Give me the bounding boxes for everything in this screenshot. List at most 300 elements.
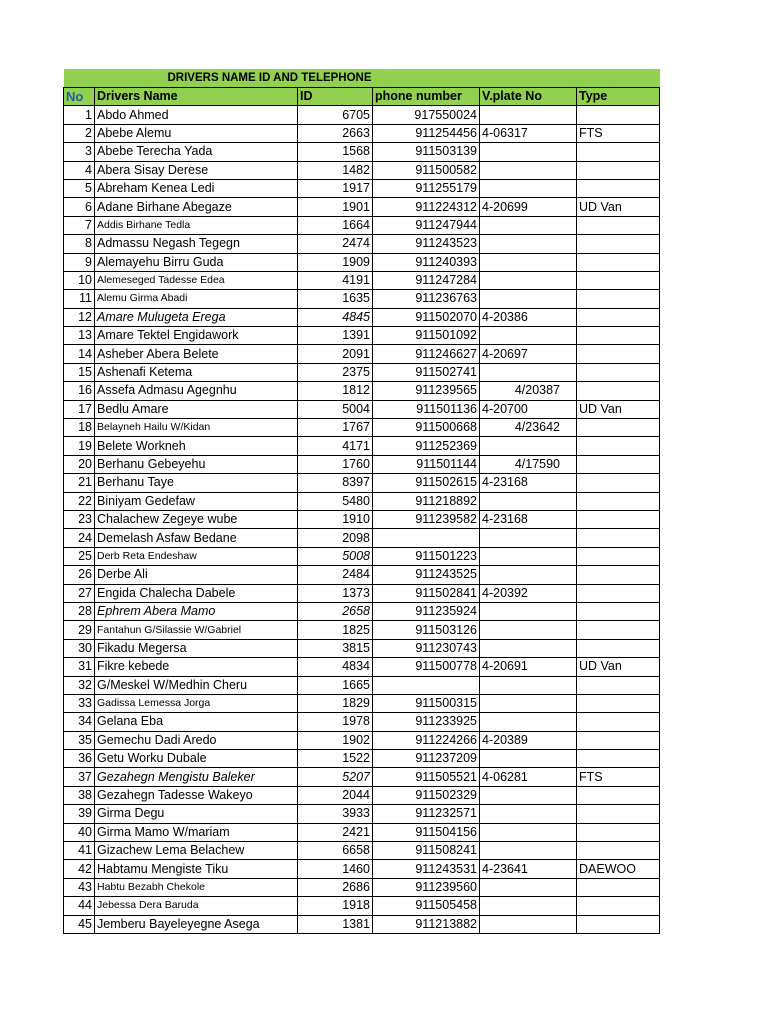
cell-name: Getu Worku Dubale (95, 750, 298, 768)
cell-phone: 911239565 (373, 382, 480, 400)
cell-no: 38 (64, 786, 95, 804)
cell-id: 5008 (298, 547, 373, 565)
cell-id: 1568 (298, 143, 373, 161)
cell-plate: 4/23642 (480, 419, 577, 437)
header-id: ID (298, 88, 373, 106)
cell-name: Demelash Asfaw Bedane (95, 529, 298, 547)
cell-phone: 917550024 (373, 106, 480, 124)
cell-plate (480, 786, 577, 804)
cell-type (577, 382, 660, 400)
cell-phone: 911254456 (373, 124, 480, 142)
cell-no: 7 (64, 216, 95, 234)
cell-name: Ephrem Abera Mamo (95, 602, 298, 620)
cell-plate: 4-06317 (480, 124, 577, 142)
cell-id: 2484 (298, 566, 373, 584)
cell-id: 6705 (298, 106, 373, 124)
cell-id: 2421 (298, 823, 373, 841)
cell-plate (480, 253, 577, 271)
cell-phone: 911505521 (373, 768, 480, 786)
cell-type (577, 805, 660, 823)
cell-type (577, 842, 660, 860)
cell-no: 26 (64, 566, 95, 584)
cell-name: Biniyam Gedefaw (95, 492, 298, 510)
table-row (64, 437, 660, 455)
cell-type (577, 345, 660, 363)
cell-phone: 911213882 (373, 915, 480, 933)
table-row (64, 676, 660, 694)
cell-name: Amare Mulugeta Erega (95, 308, 298, 326)
cell-plate (480, 750, 577, 768)
cell-type (577, 584, 660, 602)
sheet-title: DRIVERS NAME ID AND TELEPHONE (64, 69, 660, 88)
cell-type (577, 621, 660, 639)
cell-id: 5207 (298, 768, 373, 786)
cell-no: 18 (64, 419, 95, 437)
cell-no: 8 (64, 235, 95, 253)
cell-phone: 911239560 (373, 878, 480, 896)
table-row (64, 750, 660, 768)
cell-no: 25 (64, 547, 95, 565)
cell-type (577, 547, 660, 565)
cell-plate (480, 547, 577, 565)
table-row (64, 786, 660, 804)
cell-type (577, 419, 660, 437)
cell-type (577, 327, 660, 345)
cell-no: 9 (64, 253, 95, 271)
cell-plate: 4-20699 (480, 198, 577, 216)
cell-id: 1767 (298, 419, 373, 437)
cell-name: Gezahegn Tadesse Wakeyo (95, 786, 298, 804)
cell-type (577, 823, 660, 841)
cell-name: Abdo Ahmed (95, 106, 298, 124)
table-row (64, 915, 660, 933)
cell-type: DAEWOO (577, 860, 660, 878)
cell-id: 2098 (298, 529, 373, 547)
cell-no: 6 (64, 198, 95, 216)
cell-no: 31 (64, 658, 95, 676)
cell-plate (480, 179, 577, 197)
cell-name: Fantahun G/Silassie W/Gabriel (95, 621, 298, 639)
cell-no: 40 (64, 823, 95, 841)
cell-type (577, 878, 660, 896)
table-row (64, 198, 660, 216)
table-row (64, 474, 660, 492)
cell-plate (480, 897, 577, 915)
table-row (64, 566, 660, 584)
cell-type (577, 474, 660, 492)
cell-id: 1909 (298, 253, 373, 271)
cell-name: Asheber Abera Belete (95, 345, 298, 363)
cell-phone: 911243531 (373, 860, 480, 878)
cell-plate (480, 566, 577, 584)
cell-phone: 911502070 (373, 308, 480, 326)
cell-phone: 911246627 (373, 345, 480, 363)
cell-type (577, 161, 660, 179)
cell-phone: 911502615 (373, 474, 480, 492)
cell-id: 1825 (298, 621, 373, 639)
cell-id: 2044 (298, 786, 373, 804)
cell-name: Berhanu Gebeyehu (95, 455, 298, 473)
cell-type (577, 731, 660, 749)
cell-plate (480, 290, 577, 308)
cell-no: 12 (64, 308, 95, 326)
cell-id: 1665 (298, 676, 373, 694)
cell-id: 5480 (298, 492, 373, 510)
cell-name: Belete Workneh (95, 437, 298, 455)
table-row (64, 345, 660, 363)
cell-name: Bedlu Amare (95, 400, 298, 418)
cell-plate: 4-20389 (480, 731, 577, 749)
cell-id: 1760 (298, 455, 373, 473)
cell-id: 1917 (298, 179, 373, 197)
cell-plate: 4-20392 (480, 584, 577, 602)
cell-no: 43 (64, 878, 95, 896)
cell-type (577, 602, 660, 620)
cell-no: 15 (64, 363, 95, 381)
cell-name: Abebe Alemu (95, 124, 298, 142)
cell-type: FTS (577, 768, 660, 786)
cell-phone: 911243525 (373, 566, 480, 584)
cell-no: 19 (64, 437, 95, 455)
cell-plate: 4/20387 (480, 382, 577, 400)
cell-name: Derbe Ali (95, 566, 298, 584)
table-row (64, 842, 660, 860)
cell-no: 4 (64, 161, 95, 179)
cell-name: Ashenafi Ketema (95, 363, 298, 381)
cell-phone: 911502329 (373, 786, 480, 804)
cell-phone: 911502841 (373, 584, 480, 602)
cell-phone: 911500582 (373, 161, 480, 179)
header-row (64, 88, 660, 106)
cell-phone: 911505458 (373, 897, 480, 915)
cell-name: Fikadu Megersa (95, 639, 298, 657)
cell-type (577, 290, 660, 308)
cell-plate (480, 823, 577, 841)
cell-plate (480, 639, 577, 657)
table-row (64, 235, 660, 253)
table-row (64, 179, 660, 197)
cell-phone: 911501136 (373, 400, 480, 418)
cell-phone: 911501223 (373, 547, 480, 565)
table-row (64, 382, 660, 400)
table-row (64, 143, 660, 161)
cell-plate (480, 216, 577, 234)
cell-plate: 4-20700 (480, 400, 577, 418)
cell-phone: 911240393 (373, 253, 480, 271)
cell-id: 2375 (298, 363, 373, 381)
cell-type (577, 437, 660, 455)
cell-id: 1901 (298, 198, 373, 216)
cell-no: 13 (64, 327, 95, 345)
cell-phone: 911235924 (373, 602, 480, 620)
cell-phone: 911500778 (373, 658, 480, 676)
cell-plate (480, 915, 577, 933)
cell-name: Gizachew Lema Belachew (95, 842, 298, 860)
cell-plate (480, 271, 577, 289)
cell-name: Alemayehu Birru Guda (95, 253, 298, 271)
cell-name: G/Meskel W/Medhin Cheru (95, 676, 298, 694)
cell-no: 17 (64, 400, 95, 418)
table-row (64, 216, 660, 234)
cell-no: 3 (64, 143, 95, 161)
cell-name: Chalachew Zegeye wube (95, 510, 298, 528)
cell-id: 4191 (298, 271, 373, 289)
cell-type (577, 106, 660, 124)
cell-name: Abreham Kenea Ledi (95, 179, 298, 197)
table-row (64, 768, 660, 786)
cell-id: 1482 (298, 161, 373, 179)
cell-type (577, 529, 660, 547)
cell-type (577, 694, 660, 712)
cell-type (577, 363, 660, 381)
cell-name: Abera Sisay Derese (95, 161, 298, 179)
cell-id: 4171 (298, 437, 373, 455)
cell-name: Alemu Girma Abadi (95, 290, 298, 308)
cell-no: 10 (64, 271, 95, 289)
table-row (64, 455, 660, 473)
cell-plate (480, 878, 577, 896)
cell-name: Habtu Bezabh Chekole (95, 878, 298, 896)
cell-name: Abebe Terecha Yada (95, 143, 298, 161)
cell-phone: 911233925 (373, 713, 480, 731)
cell-name: Adane Birhane Abegaze (95, 198, 298, 216)
cell-phone: 911247944 (373, 216, 480, 234)
table-row (64, 492, 660, 510)
cell-plate: 4-23641 (480, 860, 577, 878)
cell-no: 44 (64, 897, 95, 915)
cell-id: 1373 (298, 584, 373, 602)
cell-no: 27 (64, 584, 95, 602)
table-row (64, 639, 660, 657)
cell-plate (480, 327, 577, 345)
table-row (64, 400, 660, 418)
cell-plate (480, 842, 577, 860)
cell-name: Habtamu Mengiste Tiku (95, 860, 298, 878)
cell-name: Alemeseged Tadesse Edea (95, 271, 298, 289)
cell-id: 1812 (298, 382, 373, 400)
cell-no: 36 (64, 750, 95, 768)
cell-phone: 911224312 (373, 198, 480, 216)
cell-phone: 911500315 (373, 694, 480, 712)
cell-phone: 911501092 (373, 327, 480, 345)
table-row (64, 713, 660, 731)
table-row (64, 363, 660, 381)
cell-type (577, 510, 660, 528)
cell-id: 2663 (298, 124, 373, 142)
cell-no: 5 (64, 179, 95, 197)
cell-phone: 911508241 (373, 842, 480, 860)
cell-id: 4845 (298, 308, 373, 326)
header-phone-number: phone number (373, 88, 480, 106)
drivers-table (63, 69, 660, 934)
cell-plate: 4-20691 (480, 658, 577, 676)
cell-plate: 4/17590 (480, 455, 577, 473)
table-row (64, 253, 660, 271)
table-row (64, 124, 660, 142)
table-row (64, 823, 660, 841)
cell-id: 2686 (298, 878, 373, 896)
cell-name: Admassu Negash Tegegn (95, 235, 298, 253)
cell-no: 42 (64, 860, 95, 878)
table-row (64, 510, 660, 528)
cell-type (577, 492, 660, 510)
cell-phone: 911255179 (373, 179, 480, 197)
cell-no: 16 (64, 382, 95, 400)
cell-id: 1829 (298, 694, 373, 712)
cell-id: 6658 (298, 842, 373, 860)
cell-plate: 4-20386 (480, 308, 577, 326)
cell-name: Fikre kebede (95, 658, 298, 676)
header-drivers-name: Drivers Name (95, 88, 298, 106)
table-row (64, 161, 660, 179)
cell-plate (480, 143, 577, 161)
cell-no: 37 (64, 768, 95, 786)
cell-name: Derb Reta Endeshaw (95, 547, 298, 565)
cell-plate (480, 602, 577, 620)
cell-id: 3815 (298, 639, 373, 657)
cell-no: 39 (64, 805, 95, 823)
cell-name: Gezahegn Mengistu Baleker (95, 768, 298, 786)
cell-id: 1635 (298, 290, 373, 308)
table-row (64, 584, 660, 602)
cell-phone: 911224266 (373, 731, 480, 749)
cell-type (577, 750, 660, 768)
cell-plate (480, 529, 577, 547)
cell-name: Jemberu Bayeleyegne Asega (95, 915, 298, 933)
cell-type: UD Van (577, 658, 660, 676)
cell-name: Girma Degu (95, 805, 298, 823)
cell-phone: 911504156 (373, 823, 480, 841)
cell-no: 2 (64, 124, 95, 142)
cell-no: 24 (64, 529, 95, 547)
cell-type: UD Van (577, 198, 660, 216)
cell-type (577, 216, 660, 234)
table-row (64, 327, 660, 345)
cell-no: 41 (64, 842, 95, 860)
cell-no: 29 (64, 621, 95, 639)
cell-type (577, 455, 660, 473)
cell-phone: 911503126 (373, 621, 480, 639)
cell-no: 30 (64, 639, 95, 657)
cell-no: 32 (64, 676, 95, 694)
cell-name: Amare Tektel Engidawork (95, 327, 298, 345)
cell-type (577, 786, 660, 804)
cell-no: 35 (64, 731, 95, 749)
cell-name: Gelana Eba (95, 713, 298, 731)
cell-phone: 911239582 (373, 510, 480, 528)
table-row (64, 805, 660, 823)
cell-plate (480, 437, 577, 455)
cell-phone: 911503139 (373, 143, 480, 161)
cell-id: 1664 (298, 216, 373, 234)
cell-no: 45 (64, 915, 95, 933)
cell-plate (480, 492, 577, 510)
cell-type (577, 179, 660, 197)
cell-name: Addis Birhane Tedla (95, 216, 298, 234)
table-body (64, 106, 660, 934)
cell-type (577, 897, 660, 915)
cell-type (577, 915, 660, 933)
cell-phone: 911247284 (373, 271, 480, 289)
cell-phone: 911232571 (373, 805, 480, 823)
cell-plate: 4-20697 (480, 345, 577, 363)
header-type: Type (577, 88, 660, 106)
cell-type (577, 713, 660, 731)
cell-plate (480, 235, 577, 253)
cell-plate (480, 694, 577, 712)
cell-id: 1391 (298, 327, 373, 345)
cell-no: 22 (64, 492, 95, 510)
cell-no: 14 (64, 345, 95, 363)
header-vehicle-plate: V.plate No (480, 88, 577, 106)
cell-no: 11 (64, 290, 95, 308)
table-row (64, 878, 660, 896)
cell-plate (480, 713, 577, 731)
cell-id: 1902 (298, 731, 373, 749)
cell-plate (480, 805, 577, 823)
cell-no: 34 (64, 713, 95, 731)
cell-phone: 911252369 (373, 437, 480, 455)
cell-type (577, 566, 660, 584)
cell-name: Berhanu Taye (95, 474, 298, 492)
table-row (64, 419, 660, 437)
cell-phone: 911230743 (373, 639, 480, 657)
cell-no: 21 (64, 474, 95, 492)
cell-type: UD Van (577, 400, 660, 418)
table-row (64, 621, 660, 639)
table-row (64, 731, 660, 749)
cell-phone: 911500668 (373, 419, 480, 437)
cell-name: Gadissa Lemessa Jorga (95, 694, 298, 712)
table-row (64, 547, 660, 565)
table-row (64, 529, 660, 547)
table-row (64, 290, 660, 308)
cell-plate (480, 106, 577, 124)
cell-plate: 4-23168 (480, 474, 577, 492)
cell-name: Assefa Admasu Agegnhu (95, 382, 298, 400)
cell-id: 1910 (298, 510, 373, 528)
cell-plate: 4-06281 (480, 768, 577, 786)
cell-phone: 911243523 (373, 235, 480, 253)
cell-id: 3933 (298, 805, 373, 823)
cell-id: 1460 (298, 860, 373, 878)
table-row (64, 602, 660, 620)
cell-phone: 911502741 (373, 363, 480, 381)
table-row (64, 106, 660, 124)
cell-id: 2091 (298, 345, 373, 363)
cell-plate: 4-23168 (480, 510, 577, 528)
cell-name: Gemechu Dadi Aredo (95, 731, 298, 749)
table-row (64, 308, 660, 326)
cell-id: 1918 (298, 897, 373, 915)
table-row (64, 694, 660, 712)
cell-plate (480, 621, 577, 639)
cell-type (577, 639, 660, 657)
header-no: No (64, 88, 95, 106)
cell-phone (373, 676, 480, 694)
cell-id: 1978 (298, 713, 373, 731)
cell-id: 1381 (298, 915, 373, 933)
cell-name: Girma Mamo W/mariam (95, 823, 298, 841)
cell-id: 2474 (298, 235, 373, 253)
cell-type: FTS (577, 124, 660, 142)
cell-no: 33 (64, 694, 95, 712)
cell-plate (480, 676, 577, 694)
table-row (64, 271, 660, 289)
cell-id: 8397 (298, 474, 373, 492)
table-row (64, 658, 660, 676)
cell-id: 2658 (298, 602, 373, 620)
